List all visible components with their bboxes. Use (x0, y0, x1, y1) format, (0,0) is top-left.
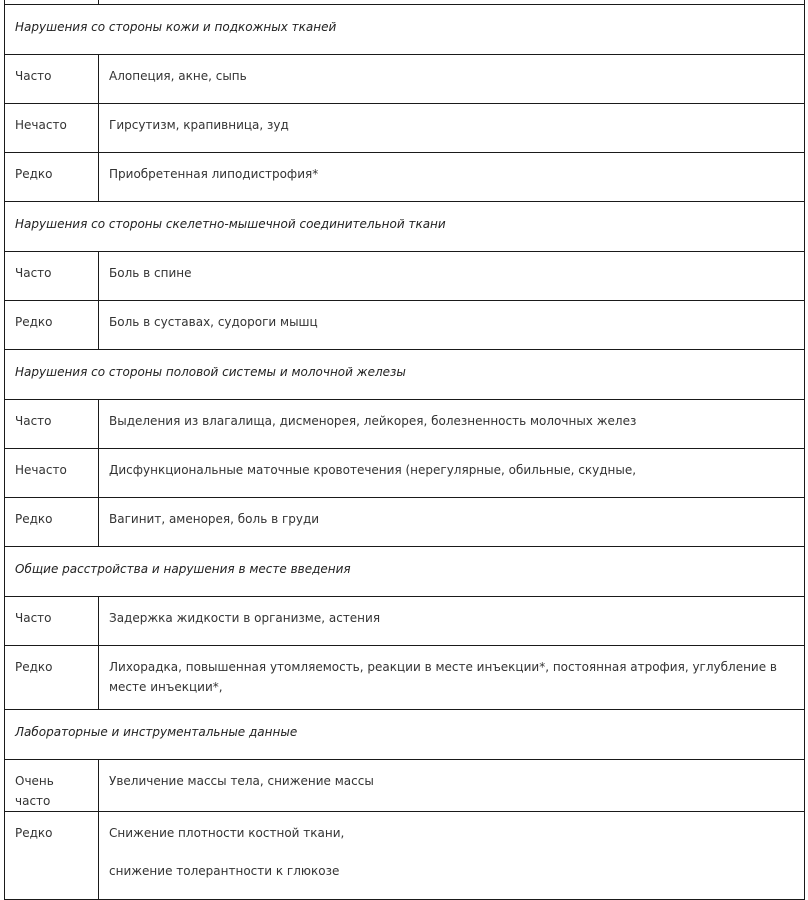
effects-cell: Дисфункциональные маточные кровотечения (нерегулярные, обильные, скудные, (99, 449, 805, 498)
frequency-cell: Редко (5, 646, 99, 710)
table-row (5, 646, 805, 710)
table-row (5, 760, 805, 812)
effects-cell: Боль в спине (99, 252, 805, 301)
frequency-cell: Редко (5, 301, 99, 350)
table-row (5, 55, 805, 104)
section-header-row (5, 350, 805, 400)
frequency-cell: Часто (5, 400, 99, 449)
section-title: Общие расстройства и нарушения в месте введения (5, 547, 805, 597)
frequency-cell: Очень часто (5, 760, 99, 812)
effects-line: Снижение плотности костной ткани, (109, 826, 345, 840)
effects-cell: Гирсутизм, крапивница, зуд (99, 104, 805, 153)
frequency-cell: Редко (5, 812, 99, 900)
table-row (5, 449, 805, 498)
section-title: Лабораторные и инструментальные данные (5, 710, 805, 760)
table-row (5, 153, 805, 202)
effects-cell: Приобретенная липодистрофия* (99, 153, 805, 202)
effects-cell: Увеличение массы тела, снижение массы (99, 760, 805, 812)
frequency-cell: Часто (5, 597, 99, 646)
table-row (5, 301, 805, 350)
section-title: Нарушения со стороны кожи и подкожных тканей (5, 5, 805, 55)
effects-cell: Выделения из влагалища, дисменорея, лейкорея, болезненность молочных желез (99, 400, 805, 449)
effects-cell: Задержка жидкости в организме, астения (99, 597, 805, 646)
frequency-cell: Редко (5, 498, 99, 547)
table-row (5, 252, 805, 301)
effects-line: снижение толерантности к глюкозе (109, 864, 340, 878)
effects-cell (99, 812, 805, 900)
table-row (5, 498, 805, 547)
effects-cell: Лихорадка, повышенная утомляемость, реакции в месте инъекции*, постоянная атрофия, углубление в месте инъекции*, (99, 646, 805, 710)
table-row (5, 104, 805, 153)
frequency-cell: Часто (5, 55, 99, 104)
section-header-row (5, 547, 805, 597)
table-row (5, 597, 805, 646)
table-row (5, 812, 805, 900)
line-gap (109, 843, 794, 861)
frequency-cell: Редко (5, 153, 99, 202)
effects-cell: Алопеция, акне, сыпь (99, 55, 805, 104)
side-effects-table (4, 0, 805, 900)
effects-cell: Боль в суставах, судороги мышц (99, 301, 805, 350)
table-row (5, 400, 805, 449)
frequency-cell: Нечасто (5, 104, 99, 153)
section-header-row (5, 202, 805, 252)
effects-cell: Вагинит, аменорея, боль в груди (99, 498, 805, 547)
frequency-cell: Нечасто (5, 449, 99, 498)
section-title: Нарушения со стороны скелетно-мышечной соединительной ткани (5, 202, 805, 252)
section-header-row (5, 5, 805, 55)
frequency-cell: Часто (5, 252, 99, 301)
section-header-row (5, 710, 805, 760)
section-title: Нарушения со стороны половой системы и молочной железы (5, 350, 805, 400)
